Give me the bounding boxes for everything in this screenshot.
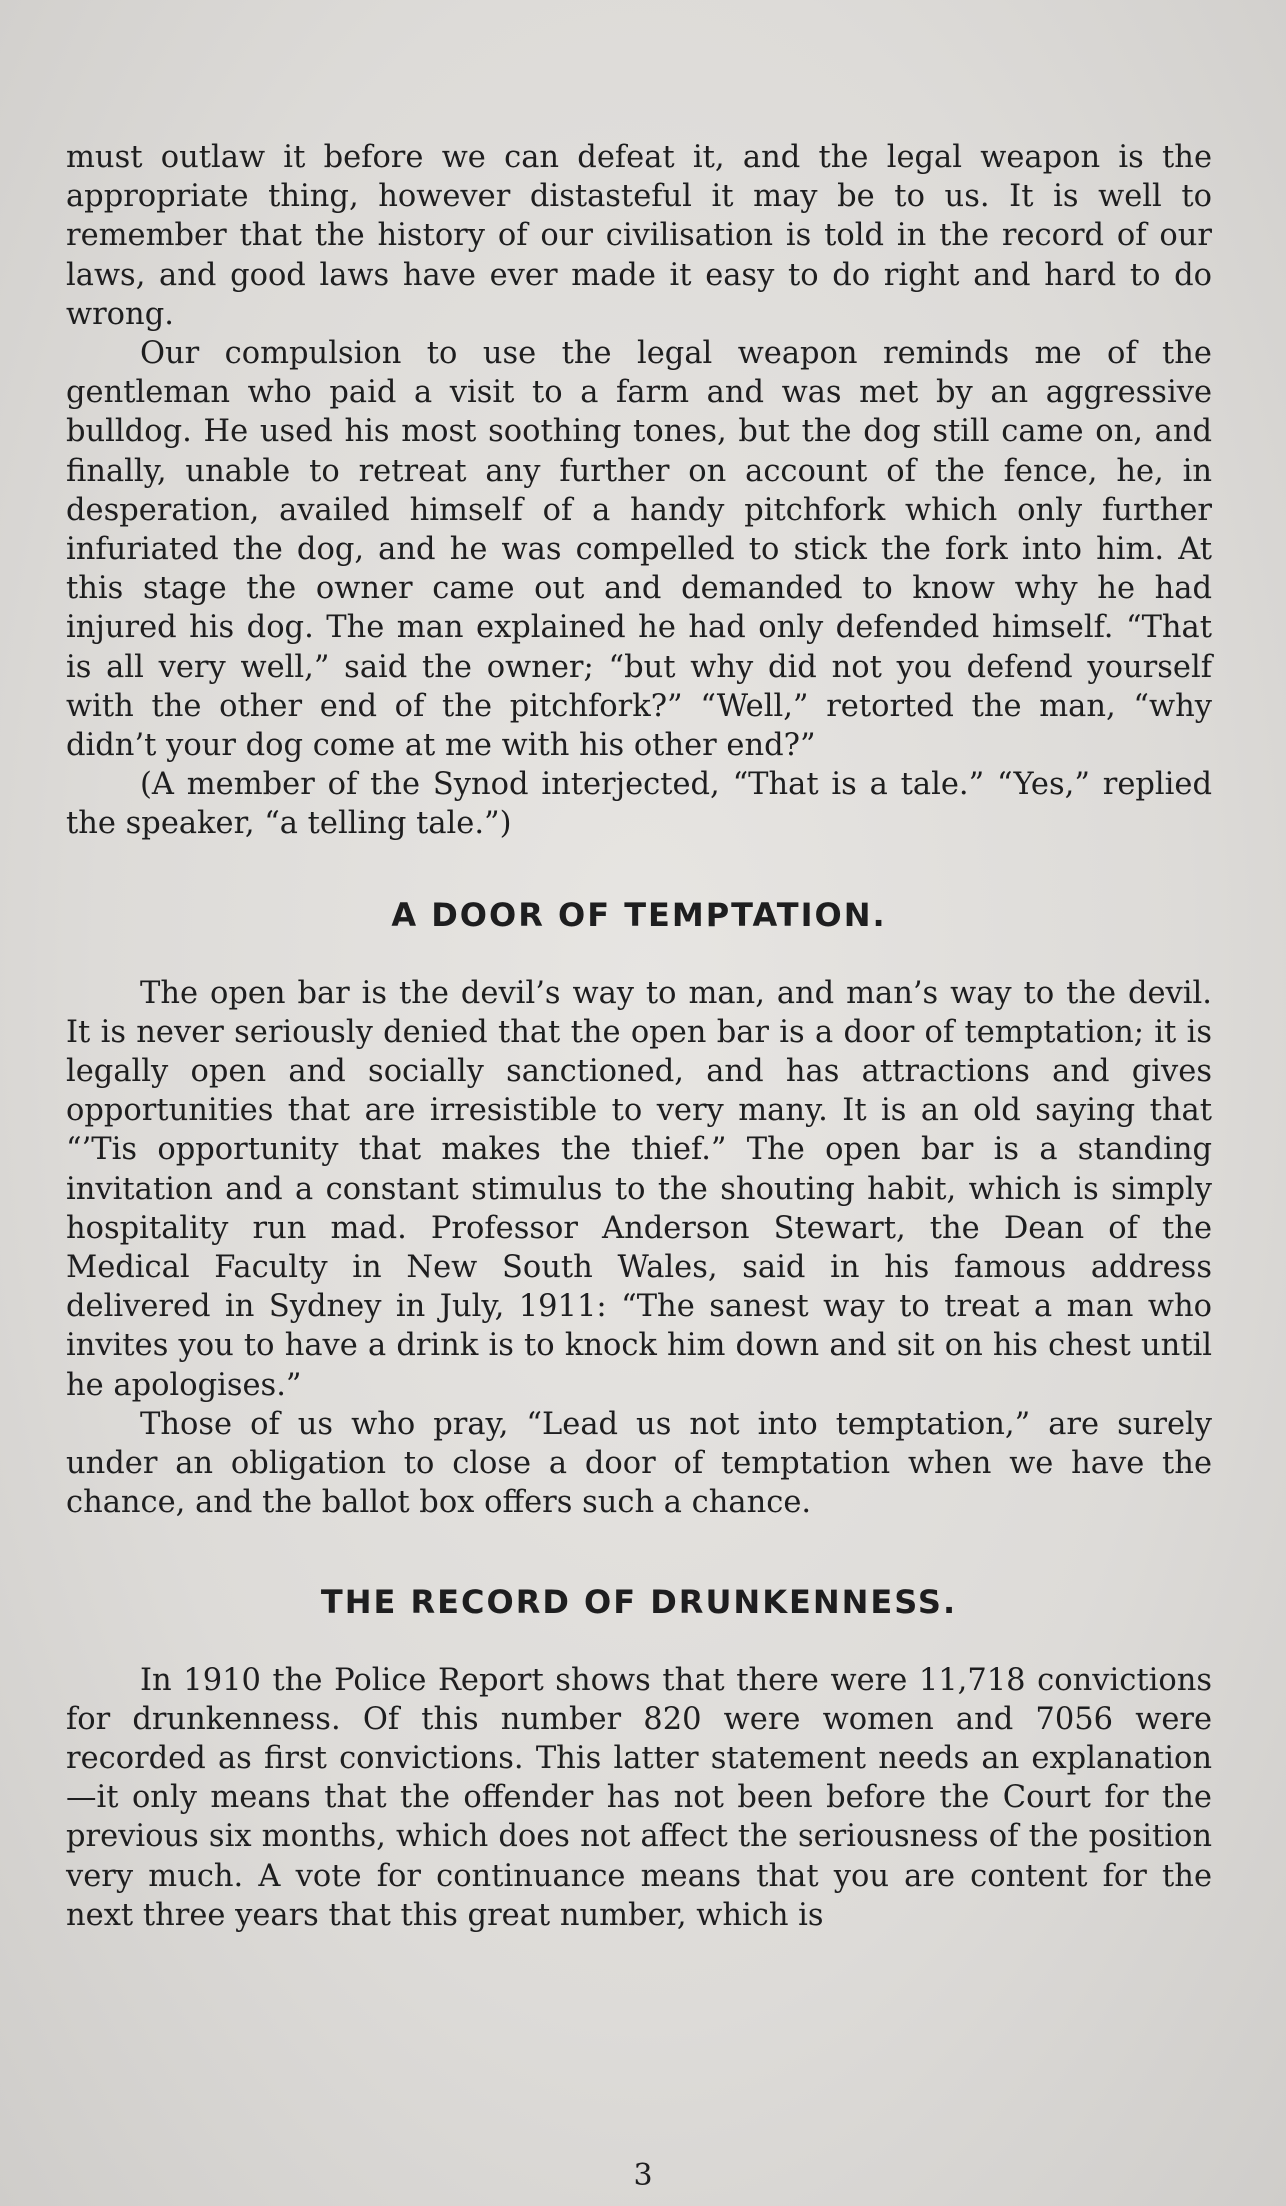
page-number: 3 — [633, 2158, 653, 2193]
continued-paragraph: must outlaw it before we can defeat it, and the legal weapon is the appropriate thing, however distasteful it may be to us. It is well to remember that the history of our civilisation is told in the record of our laws, and good laws have ever made it easy to do right and hard to do wrong. — [66, 140, 1212, 332]
synod-interjection-paragraph: (A member of the Synod interjected, “That is a tale.” “Yes,” replied the speaker, “a telling tale.”) — [66, 767, 1212, 842]
police-report-paragraph: In 1910 the Police Report shows that there were 11,718 convictions for drunkenness. Of this number 820 were women and 7056 were recorded as first convictions. This latter statement needs an explanation—it only means that the offender has not been before the Court for the previous six months, which does not affect the seriousness of the position very much. A vote for continuance means that you are content for the next three years that this great number, which is — [66, 1662, 1212, 1933]
temptation-prayer-paragraph: Those of us who pray, “Lead us not into temptation,” are surely under an obligation to close a door of temptation when we have the chance, and the ballot box offers such a chance. — [66, 1406, 1212, 1521]
bulldog-anecdote-paragraph: Our compulsion to use the legal weapon reminds me of the gentleman who paid a visit to a farm and was met by an aggressive bulldog. He used his most soothing tones, but the dog still came on, and finally, unable to retreat any further on account of the fence, he, in desperation, availed himself of a handy pitchfork which only further infuriated the dog, and he was compelled to stick the fork into him. At this stage the owner came out and demanded to know why he had injured his dog. The man explained he had only defended himself. “That is all very well,” said the owner; “but why did not you defend yourself with the other end of the pitchfork?” “Well,” retorted the man, “why didn’t your dog come at me with his other end?” — [66, 336, 1212, 764]
section-heading-door-of-temptation: A DOOR OF TEMPTATION. — [391, 895, 887, 934]
page-body — [66, 138, 1212, 1935]
open-bar-paragraph: The open bar is the devil’s way to man, and man’s way to the devil. It is never seriously denied that the open bar is a door of temptation; it is legally open and socially sanctioned, and has attractions and gives opportunities that are irresistible to very many. It is an old saying that “’Tis opportunity that makes the thief.” The open bar is a standing invitation and a constant stimulus to the shouting habit, which is simply hospitality run mad. Professor Anderson Stewart, the Dean of the Medical Faculty in New South Wales, said in his famous address delivered in Sydney in July, 1911: “The sanest way to treat a man who invites you to have a drink is to knock him down and sit on his chest until he apologises.” — [66, 975, 1212, 1403]
section-heading-record-of-drunkenness: THE RECORD OF DRUNKENNESS. — [320, 1582, 958, 1621]
